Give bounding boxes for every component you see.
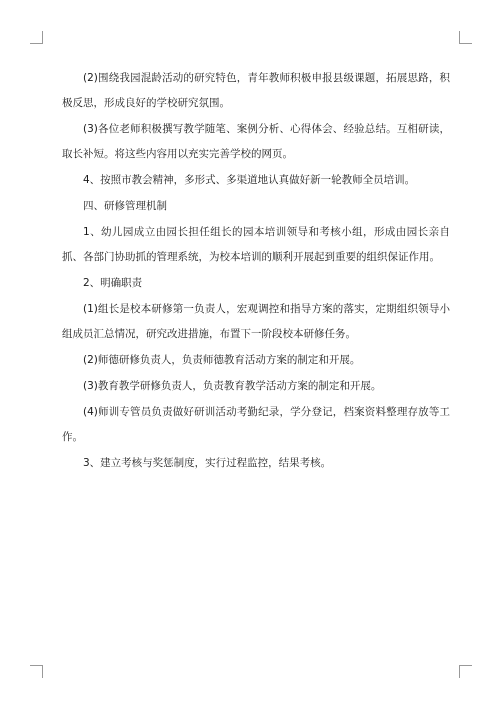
document-body — [62, 66, 450, 477]
paragraph-leadership-group: 1、幼儿园成立由园长担任组长的园本培训领导和考核小组，形成由园长亲自抓、各部门协助抓的管理系统，为校本培训的顺利开展起到重要的组织保证作用。 — [62, 226, 450, 263]
paragraph-assessment: 3、建立考核与奖惩制度，实行过程监控，结果考核。 — [83, 457, 332, 469]
corner-mark-top-right — [459, 31, 472, 44]
paragraph-group-leader: (1)组长是校本研修第一负责人，宏观调控和指导方案的落实，定期组织领导小组成员汇总情况，研究改进措施，布置下一阶段校本研修任务。 — [62, 303, 450, 340]
paragraph-ethics-lead: (2)师德研修负责人，负责师德教育活动方案的制定和开展。 — [83, 354, 361, 366]
corner-mark-bottom-left — [30, 665, 43, 678]
paragraph-teacher-training: 4、按照市教会精神，多形式、多渠道地认真做好新一轮教师全员培训。 — [83, 174, 416, 186]
corner-mark-top-left — [30, 31, 43, 44]
subheading-responsibilities: 2、明确职责 — [83, 277, 143, 289]
section-heading-management: 四、研修管理机制 — [83, 200, 167, 212]
paragraph-training-admin: (4)师训专管员负责做好研训活动考勤纪录，学分登记，档案资料整理存放等工作。 — [62, 406, 450, 443]
paragraph-teaching-lead: (3)教育教学研修负责人，负责教育教学活动方案的制定和开展。 — [83, 380, 382, 392]
paragraph-research-topics: (2)围绕我园混龄活动的研究特色，青年教师积极申报县级课题，拓展思路，积极反思，形成良好的学校研究氛围。 — [62, 72, 450, 109]
paragraph-teacher-writing: (3)各位老师积极撰写教学随笔、案例分析、心得体会、经验总结。互相研读，取长补短。将这些内容用以充实完善学校的网页。 — [62, 123, 450, 160]
corner-mark-bottom-right — [459, 665, 472, 678]
